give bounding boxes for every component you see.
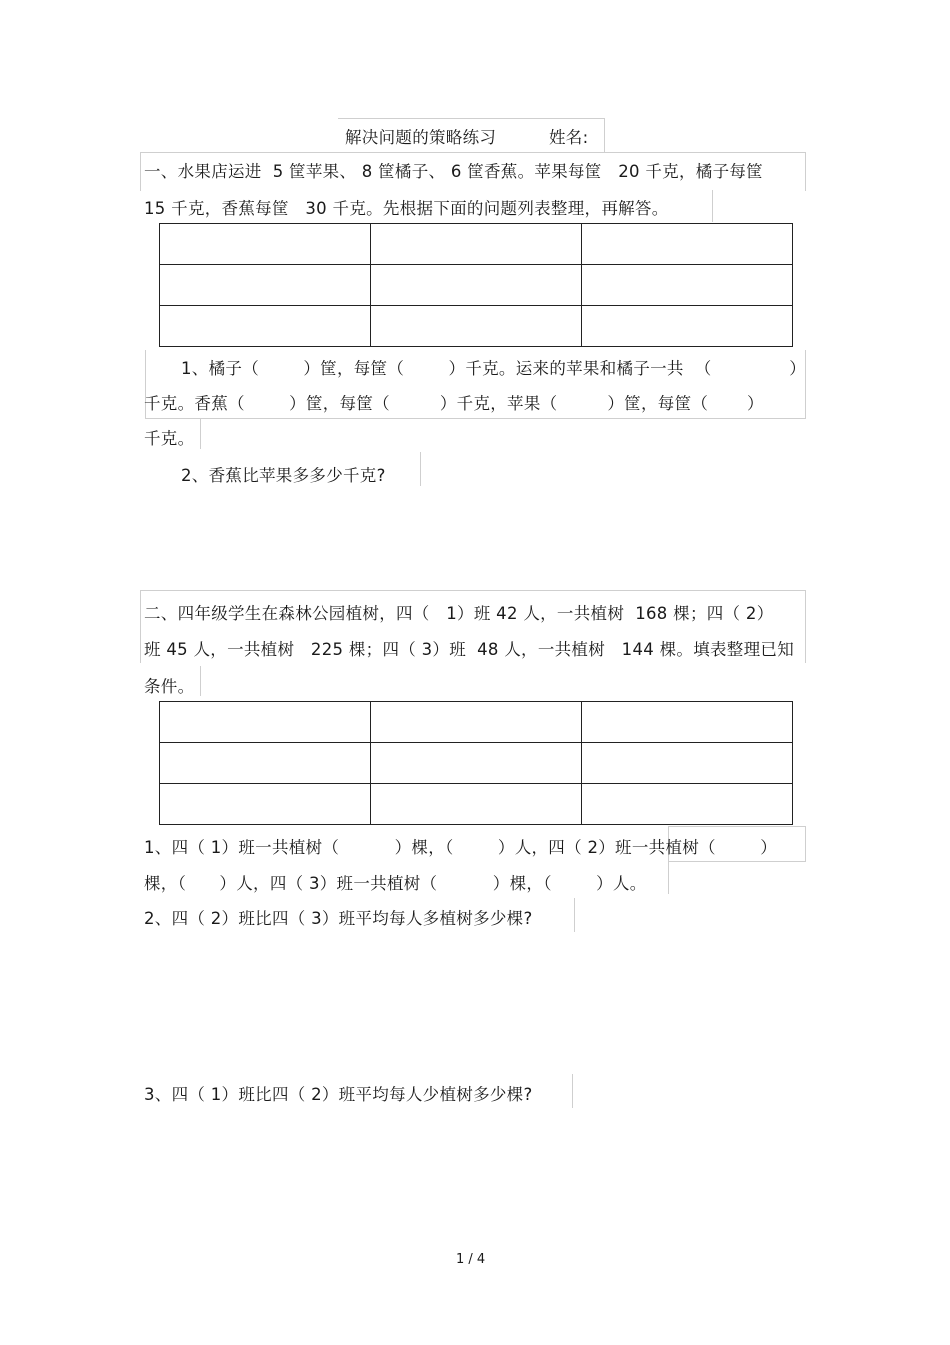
table-cell[interactable] bbox=[582, 306, 793, 347]
table-row bbox=[160, 743, 793, 784]
table-cell[interactable] bbox=[160, 265, 371, 306]
q1-sub2: 2、香蕉比苹果多多少千克? bbox=[181, 466, 386, 485]
outline-sub1-end bbox=[200, 418, 201, 449]
table-cell[interactable] bbox=[582, 265, 793, 306]
q2-text-line3: 条件。 bbox=[144, 677, 195, 696]
q2-sub3: 3、四（ 1）班比四（ 2）班平均每人少植树多少棵? bbox=[144, 1085, 533, 1104]
table-cell[interactable] bbox=[371, 743, 582, 784]
q2-text-line1: 二、四年级学生在森林公园植树，四（ 1）班 42 人，一共植树 168 棵；四（ 2） bbox=[144, 604, 774, 623]
worksheet-title: 解决问题的策略练习 bbox=[345, 128, 497, 147]
q1-text-line1: 一、水果店运进 5 筐苹果、 8 筐橘子、 6 筐香蕉。苹果每筐 20 千克，橘子每筐 bbox=[144, 162, 763, 181]
q2-blank-table bbox=[159, 701, 793, 825]
table-cell[interactable] bbox=[160, 702, 371, 743]
table-row bbox=[160, 784, 793, 825]
table-cell[interactable] bbox=[582, 702, 793, 743]
q1-text-line2: 15 千克，香蕉每筐 30 千克。先根据下面的问题列表整理，再解答。 bbox=[144, 199, 669, 218]
outline-q1-line2 bbox=[712, 190, 805, 222]
q1-sub1-line2: 千克。香蕉（ ）筐，每筐（ ）千克，苹果（ ）筐，每筐（ ） bbox=[144, 394, 764, 413]
outline-q2-sub2 bbox=[574, 898, 575, 932]
table-row bbox=[160, 265, 793, 306]
table-cell[interactable] bbox=[160, 784, 371, 825]
table-cell[interactable] bbox=[371, 702, 582, 743]
table-cell[interactable] bbox=[582, 743, 793, 784]
table-cell[interactable] bbox=[582, 784, 793, 825]
outline-q2-end bbox=[200, 666, 201, 696]
outline-q2-sub3 bbox=[572, 1074, 573, 1108]
table-cell[interactable] bbox=[160, 306, 371, 347]
table-row bbox=[160, 306, 793, 347]
q2-sub2: 2、四（ 2）班比四（ 3）班平均每人多植树多少棵? bbox=[144, 909, 533, 928]
outline-sub2 bbox=[420, 452, 421, 486]
table-cell[interactable] bbox=[160, 743, 371, 784]
table-cell[interactable] bbox=[371, 265, 582, 306]
name-label: 姓名: bbox=[549, 128, 589, 147]
q2-sub1-line1: 1、四（ 1）班一共植树（ ）棵，（ ）人，四（ 2）班一共植树（ ） bbox=[144, 838, 777, 857]
table-cell[interactable] bbox=[582, 224, 793, 265]
table-cell[interactable] bbox=[371, 224, 582, 265]
table-cell[interactable] bbox=[160, 224, 371, 265]
table-row bbox=[160, 702, 793, 743]
q1-sub1-line1: 1、橘子（ ）筐，每筐（ ）千克。运来的苹果和橘子一共 （ ） bbox=[181, 359, 807, 378]
table-row bbox=[160, 224, 793, 265]
table-cell[interactable] bbox=[371, 784, 582, 825]
q2-text-line2: 班 45 人，一共植树 225 棵；四（ 3）班 48 人，一共植树 144 棵。填表整理已知 bbox=[144, 640, 795, 659]
page-number: 1 / 4 bbox=[456, 1252, 486, 1267]
q2-sub1-line2: 棵，（ ）人，四（ 3）班一共植树（ ）棵，（ ）人。 bbox=[144, 874, 647, 893]
outline-q2-sub1-end bbox=[668, 862, 669, 894]
table-cell[interactable] bbox=[371, 306, 582, 347]
q1-blank-table bbox=[159, 223, 793, 347]
q1-sub1-line3: 千克。 bbox=[144, 429, 195, 448]
